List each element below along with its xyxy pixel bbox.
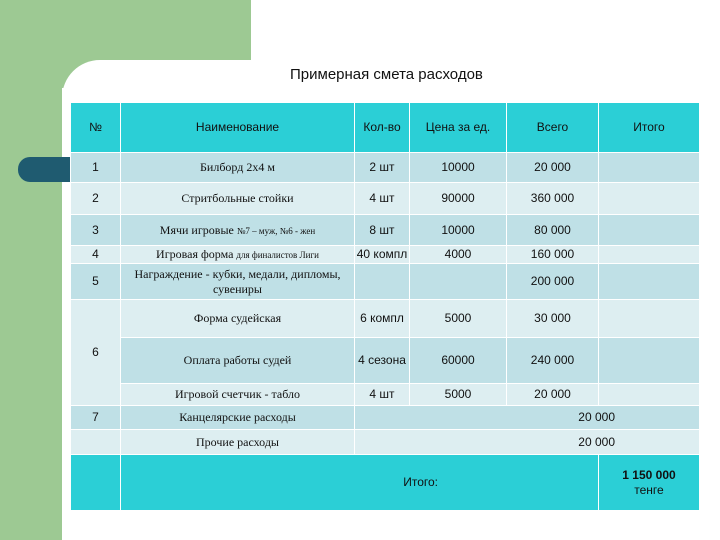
row-name [121, 246, 355, 264]
table-row [71, 153, 700, 183]
row-sum: 200 000 [507, 264, 599, 300]
row-price: 90000 [410, 183, 507, 215]
row-name: Оплата работы судей [121, 338, 355, 384]
row-name: Прочие расходы [121, 430, 355, 455]
row-price [410, 264, 507, 300]
row-sum: 20 000 [355, 406, 700, 430]
row-name-note: №7 – муж, №6 - жен [236, 225, 316, 236]
page-title: Примерная смета расходов [290, 66, 483, 83]
row-no: 5 [71, 264, 121, 300]
row-sum: 20 000 [507, 384, 599, 406]
row-price: 5000 [410, 384, 507, 406]
row-total [599, 264, 700, 300]
row-name: Стритбольные стойки [121, 183, 355, 215]
row-total [599, 338, 700, 384]
row-total [599, 246, 700, 264]
row-total [599, 215, 700, 246]
row-price: 10000 [410, 153, 507, 183]
row-sum: 30 000 [507, 300, 599, 338]
row-qty: 4 шт [355, 384, 410, 406]
header-sum: Всего [507, 103, 599, 153]
decor-green-strip [0, 0, 62, 540]
row-sum: 160 000 [507, 246, 599, 264]
row-name: Награждение - кубки, медали, дипломы, сувениры [121, 264, 355, 300]
table-row [71, 300, 700, 338]
table-row [71, 338, 700, 384]
row-total [599, 183, 700, 215]
row-sum: 20 000 [507, 153, 599, 183]
row-price: 10000 [410, 215, 507, 246]
row-no [71, 430, 121, 455]
budget-table [70, 102, 700, 511]
table-row [71, 384, 700, 406]
row-sum: 240 000 [507, 338, 599, 384]
row-sum: 360 000 [507, 183, 599, 215]
row-name: Билборд 2х4 м [121, 153, 355, 183]
total-value: 1 150 000 [622, 467, 676, 482]
row-sum: 20 000 [355, 430, 700, 455]
row-no: 2 [71, 183, 121, 215]
total-spacer [71, 455, 121, 511]
row-name: Канцелярские расходы [121, 406, 355, 430]
total-unit: тенге [634, 482, 664, 497]
row-name [121, 215, 355, 246]
row-total [599, 384, 700, 406]
table-row [71, 406, 700, 430]
row-name: Форма судейская [121, 300, 355, 338]
header-price: Цена за ед. [410, 103, 507, 153]
row-price: 4000 [410, 246, 507, 264]
row-no: 4 [71, 246, 121, 264]
row-sum: 80 000 [507, 215, 599, 246]
row-price: 5000 [410, 300, 507, 338]
total-row [71, 455, 700, 511]
row-qty: 6 компл [355, 300, 410, 338]
header-total: Итого [599, 103, 700, 153]
total-value-cell [599, 455, 700, 511]
row-total [599, 153, 700, 183]
table-row [71, 246, 700, 264]
row-total [599, 300, 700, 338]
row-price: 60000 [410, 338, 507, 384]
table-row [71, 183, 700, 215]
row-qty: 4 шт [355, 183, 410, 215]
row-no: 3 [71, 215, 121, 246]
row-no: 1 [71, 153, 121, 183]
header-name: Наименование [121, 103, 355, 153]
table-row [71, 215, 700, 246]
row-qty: 8 шт [355, 215, 410, 246]
total-label: Итого: [121, 455, 599, 511]
header-no: № [71, 103, 121, 153]
row-no: 7 [71, 406, 121, 430]
row-qty: 40 компл [355, 246, 410, 264]
row-name: Игровой счетчик - табло [121, 384, 355, 406]
row-no: 6 [71, 300, 121, 406]
table-row [71, 430, 700, 455]
row-name-main: Мячи игровые [159, 222, 237, 237]
row-name-note: для финалистов Лиги [236, 250, 319, 260]
row-qty [355, 264, 410, 300]
row-name-main: Игровая форма [156, 247, 237, 261]
header-qty: Кол-во [355, 103, 410, 153]
row-qty: 4 сезона [355, 338, 410, 384]
table-row [71, 264, 700, 300]
row-qty: 2 шт [355, 153, 410, 183]
table-header-row [71, 103, 700, 153]
